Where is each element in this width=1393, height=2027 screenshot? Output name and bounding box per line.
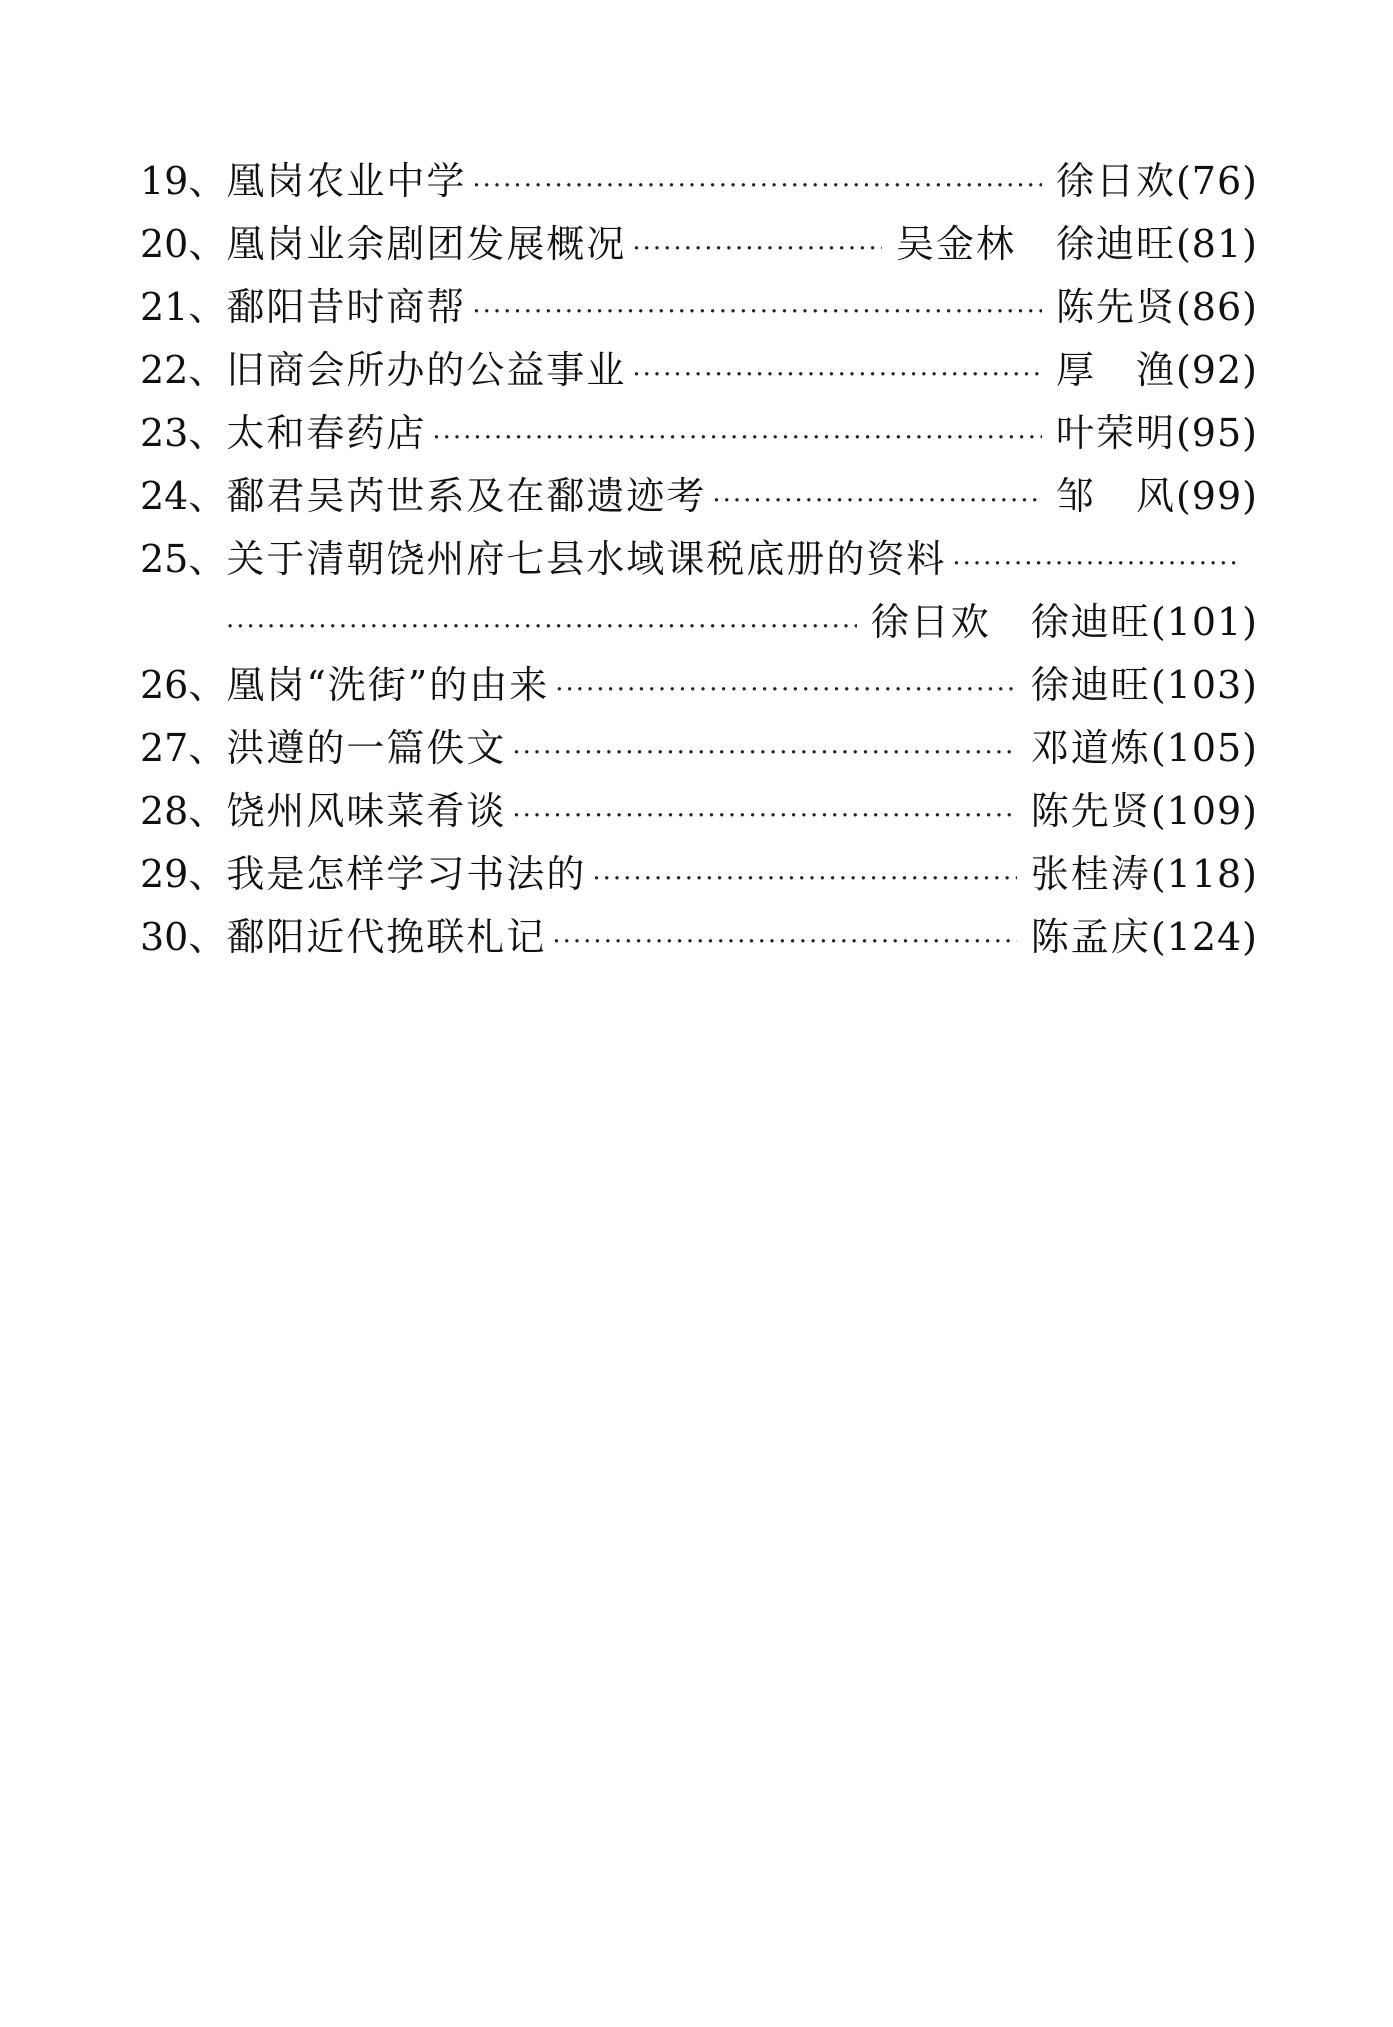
entry-authors [1031, 906, 1151, 969]
entry-title: 饶州风味菜肴谈 [226, 789, 507, 833]
toc-entry-26 [140, 654, 1258, 717]
entry-title: 我是怎样学习书法的 [226, 852, 587, 896]
dot-leader [472, 155, 1042, 218]
entry-authors [1056, 339, 1176, 402]
dot-leader [632, 344, 1042, 407]
entry-number: 25、 [140, 537, 227, 581]
entry-page: (118) [1150, 852, 1258, 896]
entry-number: 19、 [140, 159, 227, 203]
entry-page: (81) [1175, 222, 1258, 266]
entry-page: (105) [1150, 726, 1258, 770]
toc-entry-25 [140, 528, 1258, 591]
table-of-contents [140, 150, 1258, 969]
entry-title: 太和春药店 [226, 411, 427, 455]
entry-authors [1031, 717, 1151, 780]
entry-number: 23、 [140, 411, 227, 455]
entry-author: 徐迪旺 [1030, 663, 1151, 707]
entry-title: 鄱阳近代挽联札记 [226, 915, 547, 959]
entry-author: 徐日欢 [1055, 159, 1176, 203]
entry-number: 27、 [140, 726, 227, 770]
entry-number: 28、 [140, 789, 227, 833]
toc-entry-29 [140, 843, 1258, 906]
entry-author: 吴金林 [895, 222, 1016, 266]
dot-leader [512, 722, 1016, 785]
dot-leader [432, 407, 1042, 470]
entry-authors [1056, 150, 1176, 213]
toc-entry-23 [140, 402, 1258, 465]
entry-number: 20、 [140, 222, 227, 266]
toc-entry-28 [140, 780, 1258, 843]
toc-entry-22 [140, 339, 1258, 402]
dot-leader [472, 281, 1042, 344]
entry-title: 凰岗“洗街”的由来 [226, 663, 550, 707]
entry-title: 凰岗业余剧团发展概况 [226, 222, 627, 266]
entry-title: 鄱阳昔时商帮 [226, 285, 467, 329]
entry-number: 24、 [140, 474, 227, 518]
entry-page: (92) [1175, 348, 1258, 392]
dot-leader [512, 785, 1016, 848]
entry-page: (86) [1175, 285, 1258, 329]
entry-page: (124) [1150, 915, 1258, 959]
entry-title: 洪遵的一篇佚文 [226, 726, 507, 770]
entry-page: (109) [1150, 789, 1258, 833]
toc-entry-21 [140, 276, 1258, 339]
entry-authors [871, 591, 1151, 654]
entry-authors [1056, 465, 1176, 528]
entry-page: (103) [1150, 663, 1258, 707]
dot-leader [592, 848, 1016, 911]
dot-leader [632, 218, 882, 281]
dot-leader [226, 596, 857, 659]
entry-number: 30、 [140, 915, 227, 959]
entry-page: (99) [1175, 474, 1258, 518]
entry-authors [1056, 402, 1176, 465]
entry-number: 29、 [140, 852, 227, 896]
dot-leader [952, 533, 1238, 596]
entry-author: 徐迪旺 [1055, 222, 1176, 266]
dot-leader [712, 470, 1042, 533]
entry-author: 陈先贤 [1055, 285, 1176, 329]
entry-title: 鄱君吴芮世系及在鄱遗迹考 [226, 474, 707, 518]
entry-number: 21、 [140, 285, 227, 329]
entry-author: 张桂涛 [1030, 852, 1151, 896]
toc-entry-20 [140, 213, 1258, 276]
entry-authors [1056, 276, 1176, 339]
toc-entry-24 [140, 465, 1258, 528]
dot-leader [555, 659, 1017, 722]
entry-number: 26、 [140, 663, 227, 707]
entry-author: 叶荣明 [1055, 411, 1176, 455]
entry-number: 22、 [140, 348, 227, 392]
entry-title: 关于清朝饶州府七县水域课税底册的资料 [226, 537, 947, 581]
entry-page: (95) [1175, 411, 1258, 455]
entry-author: 邓道炼 [1030, 726, 1151, 770]
toc-entry-27 [140, 717, 1258, 780]
entry-page: (76) [1175, 159, 1258, 203]
entry-authors [1031, 654, 1151, 717]
entry-author: 陈先贤 [1030, 789, 1151, 833]
entry-title: 旧商会所办的公益事业 [226, 348, 627, 392]
toc-entry-25-continuation [140, 591, 1258, 654]
entry-author: 厚 渔 [1055, 348, 1176, 392]
toc-entry-19 [140, 150, 1258, 213]
entry-authors [1031, 780, 1151, 843]
entry-author: 陈孟庆 [1030, 915, 1151, 959]
entry-author: 邹 风 [1055, 474, 1176, 518]
toc-entry-30 [140, 906, 1258, 969]
entry-title: 凰岗农业中学 [226, 159, 467, 203]
entry-author: 徐日欢 [870, 600, 991, 644]
entry-author: 徐迪旺 [1030, 600, 1151, 644]
dot-leader [552, 911, 1016, 974]
entry-authors [896, 213, 1176, 276]
entry-authors [1031, 843, 1151, 906]
entry-page: (101) [1150, 600, 1258, 644]
